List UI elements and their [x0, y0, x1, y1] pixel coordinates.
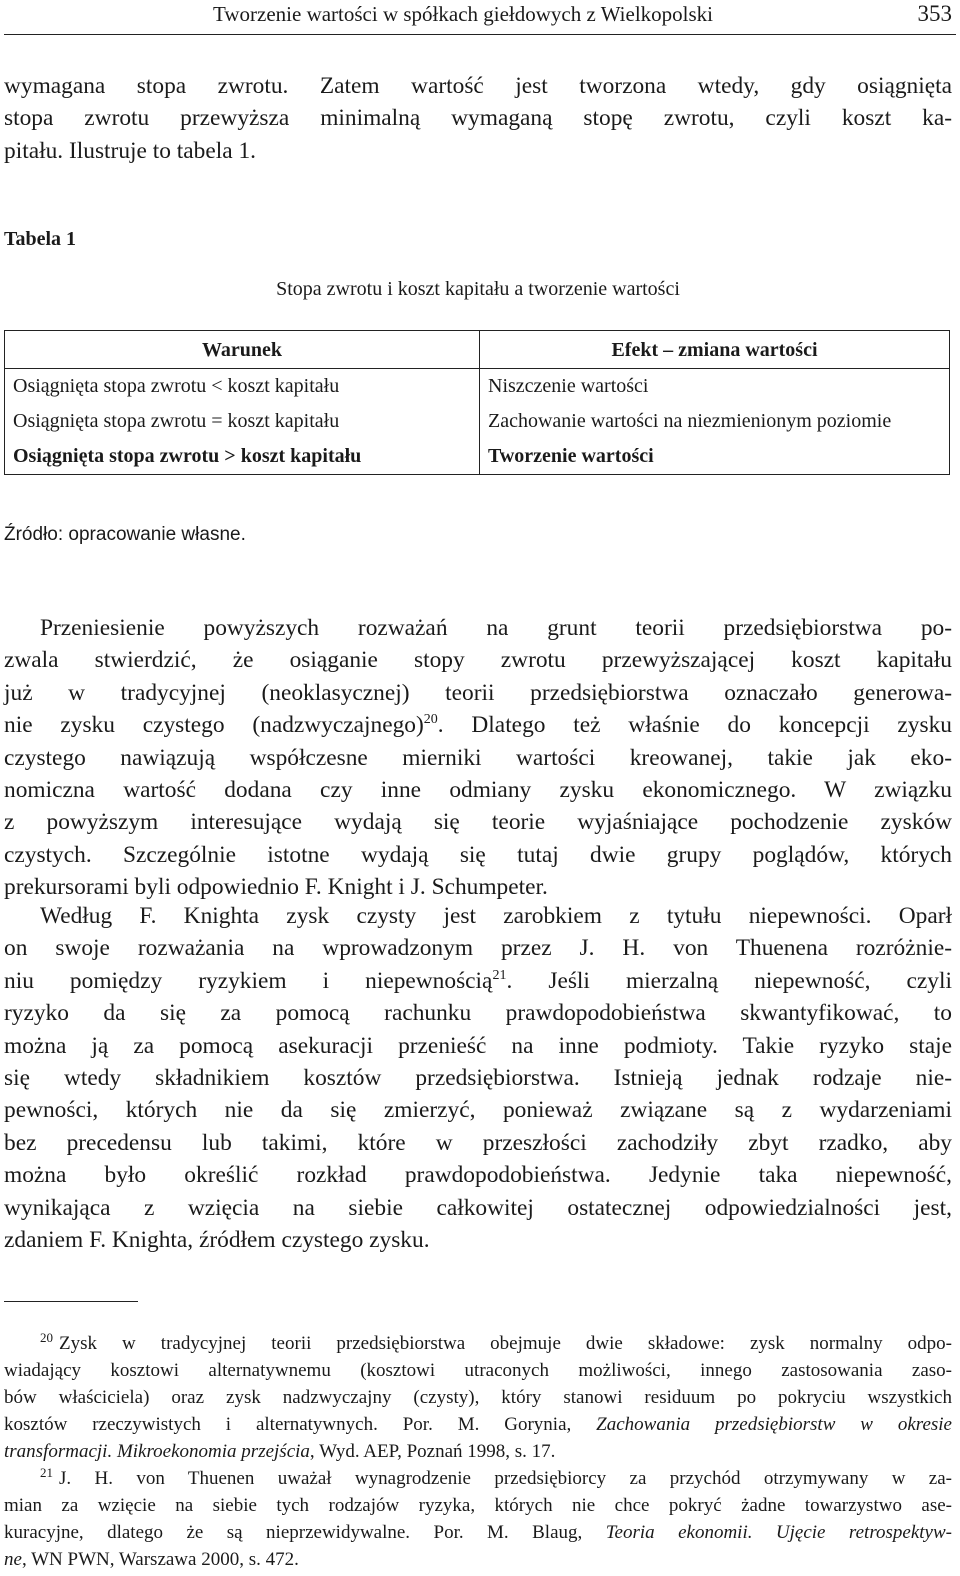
- table-row: [5, 404, 950, 439]
- text-line: [4, 965, 952, 997]
- text-segment: , Wyd. AEP, Poznań 1998, s. 17.: [309, 1441, 556, 1462]
- text-line: wynikająca z wzięcia na siebie całkowitej ostatecznej odpowiedzialności jest,: [4, 1194, 952, 1221]
- table-caption: Stopa zwrotu i koszt kapitału a tworzenie wartości: [276, 278, 680, 300]
- text-line: nomiczna wartość dodana czy inne odmiany zysku ekonomicznego. W związku: [4, 777, 952, 804]
- text-line: [4, 1411, 952, 1438]
- text-line: stopa zwrotu przewyższa minimalną wymaganą stopę zwrotu, czyli koszt ka-: [4, 105, 952, 132]
- text-segment: kosztów rzeczywistych i alternatywnych. Por. M. Gorynia,: [4, 1414, 597, 1435]
- data-table: [4, 330, 950, 475]
- text-line: [4, 1330, 952, 1357]
- text-line: bów właściciela) oraz zysk nadzwyczajny (czysty), który stanowi residuum po pokryciu wszystkich: [4, 1387, 952, 1408]
- table-cell: Osiągnięta stopa zwrotu > koszt kapitału: [5, 439, 480, 475]
- footnote-number: 20: [40, 1329, 53, 1345]
- text-line: się wtedy składnikiem kosztów przedsiębiorstwa. Istnieją jednak rodzaje nie-: [4, 1065, 952, 1092]
- text-segment: J. H. von Thuenen uważał wynagrodzenie przedsiębiorcy za przychód otrzymywany w za-: [59, 1468, 952, 1489]
- intro-paragraph: [4, 70, 952, 167]
- table-cell: Zachowanie wartości na niezmienionym poziomie: [480, 404, 950, 439]
- text-line: zwala stwierdzić, że osiąganie stopy zwrotu przewyższającej koszt kapitału: [4, 647, 952, 674]
- text-line: już w tradycyjnej (neoklasycznej) teorii przedsiębiorstwa oznaczało generowa-: [4, 679, 952, 706]
- text-segment: niu pomiędzy ryzykiem i niepewnością: [4, 967, 493, 994]
- text-line: bez precedensu lub takimi, które w przeszłości zachodziły zbyt rzadko, aby: [4, 1129, 952, 1156]
- text-line: [4, 1465, 952, 1492]
- text-line: można ją za pomocą asekuracji przenieść na inne podmioty. Takie ryzyko staje: [4, 1032, 952, 1059]
- text-line: można było określić rozkład prawdopodobieństwa. Jedynie taka niepewność,: [4, 1162, 952, 1189]
- running-head: Tworzenie wartości w spółkach giełdowych z Wielkopolski: [213, 2, 714, 26]
- text-line: [4, 1438, 952, 1465]
- table-cell: Niszczenie wartości: [480, 369, 950, 405]
- text-line: [4, 709, 952, 741]
- footnote-20: [4, 1330, 952, 1465]
- text-line: czystych. Szczególnie istotne wydają się tutaj dwie grupy poglądów, których: [4, 841, 952, 868]
- book-title: transformacji. Mikroekonomia przejścia: [4, 1441, 310, 1462]
- text-line: Przeniesienie powyższych rozważań na grunt teorii przedsiębiorstwa po-: [40, 615, 952, 641]
- text-line: pitału. Ilustruje to tabela 1.: [4, 137, 257, 164]
- book-title: Zachowania przedsiębiorstw w okresie: [596, 1414, 952, 1435]
- body-paragraph: [4, 612, 952, 904]
- text-segment: . Jeśli mierzalną niepewność, czyli: [506, 967, 952, 994]
- footnote-21: [4, 1465, 952, 1573]
- page-number: 353: [917, 1, 952, 26]
- text-segment: nie zysku czystego (nadzwyczajnego): [4, 712, 424, 739]
- footnote-reference[interactable]: 20: [423, 712, 438, 728]
- text-line: mian za wzięcie na siebie tych rodzajów ryzyka, których nie chce pokryć żadne towarzystwo ase-: [4, 1495, 952, 1516]
- table-row: [5, 369, 950, 405]
- text-line: [4, 1546, 952, 1573]
- footnote-number: 21: [40, 1464, 53, 1480]
- column-header: Warunek: [5, 331, 480, 369]
- text-line: [4, 1519, 952, 1546]
- header-rule: [4, 34, 956, 35]
- footnote-reference[interactable]: 21: [492, 968, 507, 984]
- text-line: ryzyko da się za pomocą rachunku prawdopodobieństwa skwantyfikować, to: [4, 1000, 952, 1027]
- table-cell: Osiągnięta stopa zwrotu = koszt kapitału: [5, 404, 480, 439]
- table-header-row: [5, 331, 950, 369]
- text-line: czystego nawiązują współczesne mierniki wartości kreowanej, takie jak eko-: [4, 744, 952, 771]
- footnote-rule: [4, 1301, 138, 1302]
- table-cell: Tworzenie wartości: [480, 439, 950, 475]
- column-header: Efekt – zmiana wartości: [480, 331, 950, 369]
- text-line: z powyższym interesujące wydają się teorie wyjaśniające pochodzenie zysków: [4, 809, 952, 836]
- page-header: [0, 0, 960, 36]
- text-line: wiadający kosztowi alternatywnemu (kosztowi utraconych możliwości, innego zastosowania zaso-: [4, 1360, 952, 1381]
- book-title: Teoria ekonomii. Ujęcie retrospektyw-: [605, 1522, 952, 1543]
- text-segment: kuracyjne, dlatego że są nieprzewidywalne. Por. M. Blaug,: [4, 1522, 606, 1543]
- text-line: Według F. Knighta zysk czysty jest zarobkiem z tytułu niepewności. Oparł: [40, 903, 952, 929]
- text-segment: . Dlatego też właśnie do koncepcji zysku: [437, 712, 952, 739]
- text-line: zdaniem F. Knighta, źródłem czystego zysku.: [4, 1227, 430, 1254]
- table-source: Źródło: opracowanie własne.: [4, 524, 246, 545]
- body-paragraph: [4, 900, 952, 1256]
- text-segment: Zysk w tradycyjnej teorii przedsiębiorstwa obejmuje dwie składowe: zysk normalny odpo-: [59, 1333, 952, 1354]
- text-line: on swoje rozważania na wprowadzonym przez J. H. von Thuenena rozróżnie-: [4, 935, 952, 962]
- text-line: prekursorami byli odpowiednio F. Knight i J. Schumpeter.: [4, 874, 548, 901]
- table-label: Tabela 1: [4, 228, 77, 250]
- text-segment: , WN PWN, Warszawa 2000, s. 472.: [21, 1549, 299, 1570]
- text-line: wymagana stopa zwrotu. Zatem wartość jest tworzona wtedy, gdy osiągnięta: [4, 73, 952, 99]
- table-row: [5, 439, 950, 475]
- text-line: pewności, których nie da się zmierzyć, ponieważ związane są z wydarzeniami: [4, 1097, 952, 1124]
- book-title: ne: [4, 1549, 22, 1570]
- footnotes: [4, 1330, 952, 1573]
- table-cell: Osiągnięta stopa zwrotu < koszt kapitału: [5, 369, 480, 405]
